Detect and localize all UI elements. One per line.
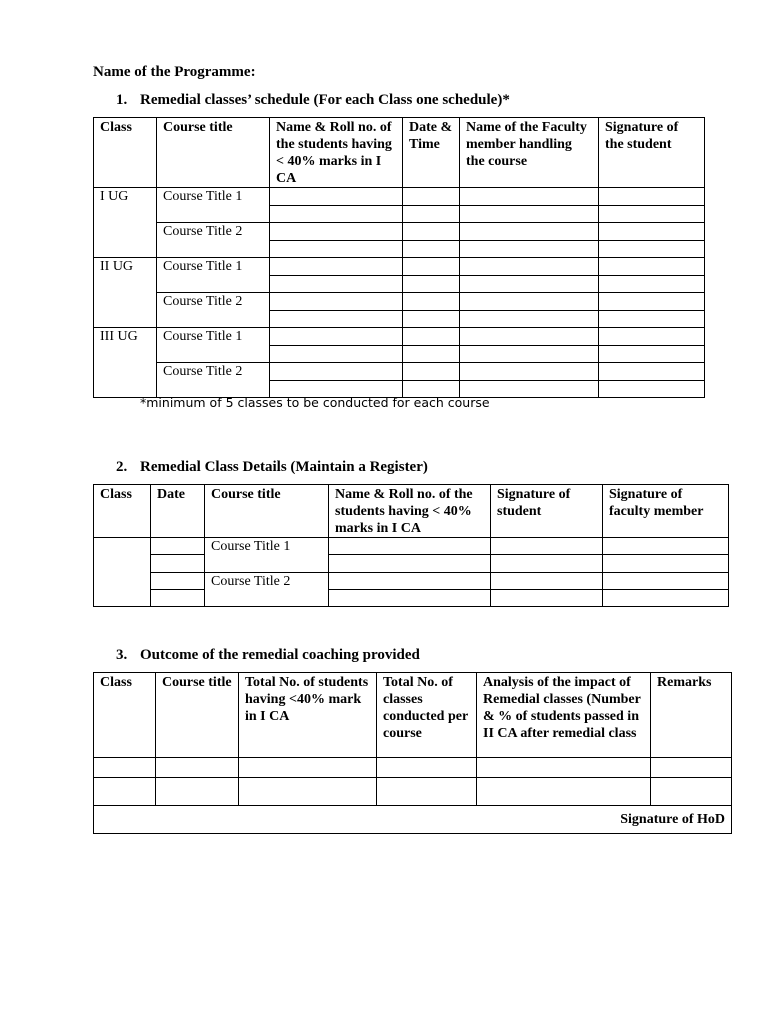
course-field[interactable] bbox=[156, 758, 239, 778]
date-time-field[interactable] bbox=[403, 328, 460, 346]
class-field[interactable] bbox=[94, 538, 151, 607]
date-time-field[interactable] bbox=[403, 258, 460, 276]
remarks-field[interactable] bbox=[651, 758, 732, 778]
name-roll-field[interactable] bbox=[270, 275, 403, 293]
signature-student-field[interactable] bbox=[491, 589, 603, 606]
signature-field[interactable] bbox=[599, 223, 705, 241]
header-class: Class bbox=[94, 118, 157, 188]
table-header-row bbox=[94, 485, 729, 538]
table-row bbox=[94, 778, 732, 806]
signature-field[interactable] bbox=[599, 310, 705, 328]
header-signature-faculty: Signature of faculty member bbox=[603, 485, 729, 538]
remedial-schedule-table bbox=[93, 117, 705, 398]
date-time-field[interactable] bbox=[403, 240, 460, 258]
header-course-title: Course title bbox=[205, 485, 329, 538]
course-cell: Course Title 1 bbox=[157, 188, 270, 223]
signature-field[interactable] bbox=[599, 345, 705, 363]
course-cell: Course Title 2 bbox=[157, 223, 270, 258]
class-cell: III UG bbox=[94, 328, 157, 398]
header-name-roll: Name & Roll no. of the students having < 40% marks in I CA bbox=[329, 485, 491, 538]
date-time-field[interactable] bbox=[403, 363, 460, 381]
table-header-row bbox=[94, 118, 705, 188]
table-row bbox=[94, 538, 729, 555]
faculty-field[interactable] bbox=[460, 363, 599, 381]
analysis-field[interactable] bbox=[477, 778, 651, 806]
date-field[interactable] bbox=[151, 589, 205, 606]
faculty-field[interactable] bbox=[460, 310, 599, 328]
name-roll-field[interactable] bbox=[270, 328, 403, 346]
course-cell: Course Title 2 bbox=[157, 293, 270, 328]
signature-student-field[interactable] bbox=[491, 538, 603, 555]
header-date: Date bbox=[151, 485, 205, 538]
signature-field[interactable] bbox=[599, 380, 705, 398]
signature-faculty-field[interactable] bbox=[603, 589, 729, 606]
header-course-title: Course title bbox=[156, 673, 239, 758]
total-students-field[interactable] bbox=[239, 778, 377, 806]
course-cell: Course Title 1 bbox=[157, 328, 270, 363]
signature-field[interactable] bbox=[599, 188, 705, 206]
table-row bbox=[94, 188, 705, 206]
date-field[interactable] bbox=[151, 572, 205, 589]
remedial-outcome-table bbox=[93, 672, 732, 834]
name-roll-field[interactable] bbox=[329, 538, 491, 555]
faculty-field[interactable] bbox=[460, 205, 599, 223]
date-time-field[interactable] bbox=[403, 275, 460, 293]
name-roll-field[interactable] bbox=[270, 188, 403, 206]
faculty-field[interactable] bbox=[460, 293, 599, 311]
signature-field[interactable] bbox=[599, 293, 705, 311]
header-signature-student: Signature of student bbox=[491, 485, 603, 538]
date-time-field[interactable] bbox=[403, 188, 460, 206]
section3-number: 3. bbox=[116, 647, 128, 663]
table-row bbox=[94, 589, 729, 606]
name-roll-field[interactable] bbox=[270, 205, 403, 223]
header-name-roll: Name & Roll no. of the students having < 40% marks in I CA bbox=[270, 118, 403, 188]
table-row bbox=[94, 223, 705, 241]
signature-faculty-field[interactable] bbox=[603, 538, 729, 555]
signature-field[interactable] bbox=[599, 328, 705, 346]
faculty-field[interactable] bbox=[460, 223, 599, 241]
section1-title: Remedial classes’ schedule (For each Class one schedule)* bbox=[140, 92, 510, 108]
signature-faculty-field[interactable] bbox=[603, 555, 729, 572]
course-cell: Course Title 1 bbox=[205, 538, 329, 573]
table-header-row bbox=[94, 673, 732, 758]
class-field[interactable] bbox=[94, 778, 156, 806]
header-signature-student: Signature of the student bbox=[599, 118, 705, 188]
name-roll-field[interactable] bbox=[270, 293, 403, 311]
header-total-classes: Total No. of classes conducted per course bbox=[377, 673, 477, 758]
signature-field[interactable] bbox=[599, 275, 705, 293]
header-faculty: Name of the Faculty member handling the course bbox=[460, 118, 599, 188]
signature-student-field[interactable] bbox=[491, 555, 603, 572]
date-time-field[interactable] bbox=[403, 223, 460, 241]
date-time-field[interactable] bbox=[403, 293, 460, 311]
faculty-field[interactable] bbox=[460, 275, 599, 293]
table-row bbox=[94, 328, 705, 346]
signature-field[interactable] bbox=[599, 363, 705, 381]
remarks-field[interactable] bbox=[651, 778, 732, 806]
hod-signature: Signature of HoD bbox=[94, 806, 732, 834]
name-roll-field[interactable] bbox=[270, 223, 403, 241]
class-cell: I UG bbox=[94, 188, 157, 258]
header-class: Class bbox=[94, 673, 156, 758]
signature-student-field[interactable] bbox=[491, 572, 603, 589]
table-row bbox=[94, 258, 705, 276]
table-row bbox=[94, 555, 729, 572]
name-roll-field[interactable] bbox=[270, 258, 403, 276]
class-cell: II UG bbox=[94, 258, 157, 328]
section2-number: 2. bbox=[116, 459, 128, 475]
course-field[interactable] bbox=[156, 778, 239, 806]
header-date-time: Date & Time bbox=[403, 118, 460, 188]
table-row bbox=[94, 572, 729, 589]
class-field[interactable] bbox=[94, 758, 156, 778]
faculty-field[interactable] bbox=[460, 188, 599, 206]
faculty-field[interactable] bbox=[460, 328, 599, 346]
signature-row bbox=[94, 806, 732, 834]
signature-field[interactable] bbox=[599, 240, 705, 258]
date-time-field[interactable] bbox=[403, 345, 460, 363]
faculty-field[interactable] bbox=[460, 240, 599, 258]
date-time-field[interactable] bbox=[403, 310, 460, 328]
signature-field[interactable] bbox=[599, 205, 705, 223]
name-roll-field[interactable] bbox=[270, 345, 403, 363]
course-cell: Course Title 1 bbox=[157, 258, 270, 293]
table-row bbox=[94, 758, 732, 778]
total-classes-field[interactable] bbox=[377, 758, 477, 778]
name-roll-field[interactable] bbox=[329, 555, 491, 572]
section1-number: 1. bbox=[116, 92, 128, 108]
remedial-class-details-table bbox=[93, 484, 729, 607]
name-roll-field[interactable] bbox=[270, 240, 403, 258]
analysis-field[interactable] bbox=[477, 758, 651, 778]
table-row bbox=[94, 293, 705, 311]
faculty-field[interactable] bbox=[460, 345, 599, 363]
section2-title: Remedial Class Details (Maintain a Register) bbox=[140, 459, 428, 475]
total-classes-field[interactable] bbox=[377, 778, 477, 806]
date-time-field[interactable] bbox=[403, 205, 460, 223]
course-cell: Course Title 2 bbox=[157, 363, 270, 398]
name-roll-field[interactable] bbox=[329, 572, 491, 589]
header-total-students: Total No. of students having <40% mark in I CA bbox=[239, 673, 377, 758]
total-students-field[interactable] bbox=[239, 758, 377, 778]
header-remarks: Remarks bbox=[651, 673, 732, 758]
header-analysis: Analysis of the impact of Remedial classes (Number & % of students passed in II CA after remedial class bbox=[477, 673, 651, 758]
header-course-title: Course title bbox=[157, 118, 270, 188]
name-roll-field[interactable] bbox=[270, 363, 403, 381]
programme-label: Name of the Programme: bbox=[93, 64, 256, 80]
table-row bbox=[94, 363, 705, 381]
name-roll-field[interactable] bbox=[329, 589, 491, 606]
name-roll-field[interactable] bbox=[270, 310, 403, 328]
course-cell: Course Title 2 bbox=[205, 572, 329, 607]
signature-faculty-field[interactable] bbox=[603, 572, 729, 589]
section3-title: Outcome of the remedial coaching provided bbox=[140, 647, 420, 663]
header-class: Class bbox=[94, 485, 151, 538]
footnote: *minimum of 5 classes to be conducted for each course bbox=[140, 395, 490, 410]
signature-field[interactable] bbox=[599, 258, 705, 276]
faculty-field[interactable] bbox=[460, 258, 599, 276]
date-field[interactable] bbox=[151, 538, 205, 555]
date-field[interactable] bbox=[151, 555, 205, 572]
